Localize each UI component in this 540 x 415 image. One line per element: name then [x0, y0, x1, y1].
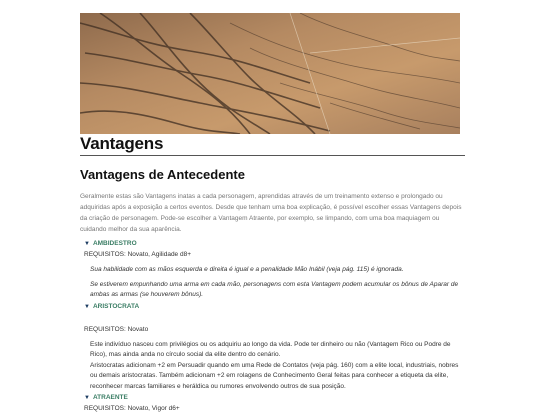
entry-paragraph: Se estiverem empunhando uma arma em cada mão, personagens com esta Vantagem podem acumular os bônus de Aparar de ambas as armas (se houverem bônus).	[90, 280, 459, 298]
section-title: Vantagens de Antecedente	[80, 167, 245, 182]
triangle-down-icon: ▼	[84, 241, 90, 247]
entry-paragraph: Sua habilidade com as mãos esquerda e direita é igual e a penalidade Mão Inábil (veja pág. 115) é ignorada.	[90, 266, 404, 273]
entry-toggle-atraente[interactable]	[84, 393, 465, 403]
entry-paragraph: Aristocratas adicionam +2 em Persuadir quando em uma Rede de Contatos (veja pág. 160) com a elite local, industriais, nobres ou demais aristocratas. Também adicionam +2 em rolagens de Conhecimento Geral feitas para conhecer a etiqueta da elite, reconhecer marcas familiares e heráldica ou rumores envolvendo outros de sua posição.	[90, 361, 459, 390]
entry-requirements: REQUISITOS: Novato	[84, 325, 149, 333]
page-title: Vantagens	[80, 134, 164, 153]
entry-paragraph: Este indivíduo nasceu com privilégios ou os adquiriu ao longo da vida. Pode ter dinheiro ou não (Vantagem Rico ou Podre de Rico), mas ainda anda no círculo social da elite dentro do cenário.	[90, 340, 451, 358]
banner-image	[80, 13, 460, 134]
intro-paragraph: Geralmente estas são Vantagens inatas a cada personagem, aprendidas através de um treinamento extenso e prolongado ou adquiridas após a exposição a certos eventos. Desde que tenham uma boa explicação, é possível escolher essas Vantagens depois da criação de personagem. Pode-se escolher a Vantagem Atraente, por exemplo, se limpando, com uma boa maquiagem ou cuidando melhor da sua aparência.	[80, 193, 462, 233]
entry-toggle-ambidestro[interactable]	[84, 239, 465, 249]
triangle-down-icon: ▼	[84, 395, 90, 401]
content	[80, 133, 465, 415]
title-divider	[80, 155, 465, 156]
entry-title: ATRAENTE	[92, 394, 128, 401]
entry-title: AMBIDESTRO	[92, 240, 137, 247]
entry-toggle-aristocrata[interactable]	[84, 302, 465, 312]
aerial-terrain-image	[80, 13, 460, 134]
entry-requirements: REQUISITOS: Novato, Vigor d6+	[84, 405, 180, 412]
entry-requirements: REQUISITOS: Novato, Agilidade d8+	[84, 251, 192, 258]
triangle-down-icon: ▼	[84, 303, 90, 310]
entry-title: ARISTOCRATA	[92, 302, 140, 310]
